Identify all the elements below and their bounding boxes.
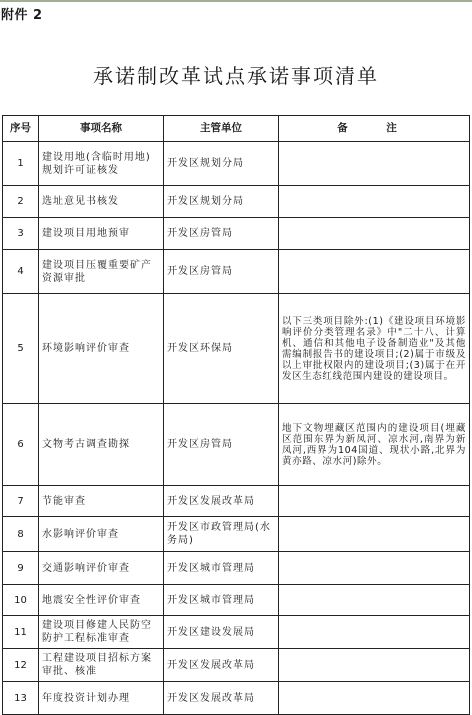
serial-no: 7 bbox=[3, 486, 39, 517]
department: 开发区发展改革局 bbox=[164, 486, 279, 517]
remark bbox=[279, 486, 470, 517]
serial-no: 2 bbox=[3, 186, 39, 218]
top-border-line bbox=[0, 0, 472, 2]
department: 开发区房管局 bbox=[164, 404, 279, 486]
remark bbox=[279, 142, 470, 186]
table-row bbox=[3, 294, 470, 404]
item-name: 地震安全性评价审查 bbox=[39, 585, 164, 616]
item-name: 选址意见书核发 bbox=[39, 186, 164, 218]
department: 开发区城市管理局 bbox=[164, 585, 279, 616]
serial-no: 12 bbox=[3, 649, 39, 682]
department: 开发区市政管理局(水务局) bbox=[164, 517, 279, 552]
department: 开发区建设发展局 bbox=[164, 616, 279, 649]
remark bbox=[279, 585, 470, 616]
item-name: 建设项目压覆重要矿产资源审批 bbox=[39, 250, 164, 294]
header-item-name: 事项名称 bbox=[39, 116, 164, 142]
commitment-items-table bbox=[2, 115, 470, 715]
table-row bbox=[3, 218, 470, 250]
page-title: 承诺制改革试点承诺事项清单 bbox=[93, 64, 379, 88]
department: 开发区规划分局 bbox=[164, 186, 279, 218]
table-row bbox=[3, 616, 470, 649]
serial-no: 8 bbox=[3, 517, 39, 552]
remark bbox=[279, 682, 470, 715]
remark bbox=[279, 250, 470, 294]
item-name: 节能审查 bbox=[39, 486, 164, 517]
table-row bbox=[3, 682, 470, 715]
item-name: 环境影响评价审查 bbox=[39, 294, 164, 404]
table-row bbox=[3, 649, 470, 682]
table-row bbox=[3, 486, 470, 517]
department: 开发区城市管理局 bbox=[164, 552, 279, 585]
department: 开发区房管局 bbox=[164, 218, 279, 250]
item-name: 水影响评价审查 bbox=[39, 517, 164, 552]
item-name: 建设项目修建人民防空防护工程标准审查 bbox=[39, 616, 164, 649]
table-header-row bbox=[3, 116, 470, 142]
serial-no: 5 bbox=[3, 294, 39, 404]
serial-no: 6 bbox=[3, 404, 39, 486]
remark bbox=[279, 616, 470, 649]
serial-no: 10 bbox=[3, 585, 39, 616]
table-row bbox=[3, 250, 470, 294]
table-row bbox=[3, 585, 470, 616]
department: 开发区发展改革局 bbox=[164, 682, 279, 715]
remark bbox=[279, 517, 470, 552]
item-name: 建设项目用地预审 bbox=[39, 218, 164, 250]
attachment-label: 附件 2 bbox=[1, 8, 43, 23]
serial-no: 4 bbox=[3, 250, 39, 294]
remark bbox=[279, 649, 470, 682]
item-name: 年度投资计划办理 bbox=[39, 682, 164, 715]
table-row bbox=[3, 517, 470, 552]
serial-no: 13 bbox=[3, 682, 39, 715]
item-name: 交通影响评价审查 bbox=[39, 552, 164, 585]
item-name: 工程建设项目招标方案审批、核准 bbox=[39, 649, 164, 682]
department: 开发区规划分局 bbox=[164, 142, 279, 186]
item-name: 建设用地(含临时用地)规划许可证核发 bbox=[39, 142, 164, 186]
table-row bbox=[3, 186, 470, 218]
department: 开发区发展改革局 bbox=[164, 649, 279, 682]
serial-no: 11 bbox=[3, 616, 39, 649]
serial-no: 1 bbox=[3, 142, 39, 186]
table-row bbox=[3, 404, 470, 486]
remark bbox=[279, 218, 470, 250]
remark bbox=[279, 552, 470, 585]
serial-no: 9 bbox=[3, 552, 39, 585]
department: 开发区环保局 bbox=[164, 294, 279, 404]
table-row bbox=[3, 142, 470, 186]
remark: 地下文物埋藏区范围内的建设项目(埋藏区范围东界为新凤河、凉水河,南界为新凤河,西界为104国道、现状小路,北界为黄亦路、凉水河)除外。 bbox=[279, 404, 470, 486]
item-name: 文物考古调查勘探 bbox=[39, 404, 164, 486]
serial-no: 3 bbox=[3, 218, 39, 250]
header-remarks: 备 注 bbox=[279, 116, 470, 142]
remark bbox=[279, 186, 470, 218]
header-serial-no: 序号 bbox=[3, 116, 39, 142]
department: 开发区房管局 bbox=[164, 250, 279, 294]
remark: 以下三类项目除外:(1)《建设项目环境影响评价分类管理名录》中"二十八、计算机、通信和其他电子设备制造业"及其他需编制报告书的建设项目;(2)属于市级及以上审批权限内的建设项目;(3)属于在开发区生态红线范围内建设的建设项目。 bbox=[279, 294, 470, 404]
header-department: 主管单位 bbox=[164, 116, 279, 142]
table-row bbox=[3, 552, 470, 585]
